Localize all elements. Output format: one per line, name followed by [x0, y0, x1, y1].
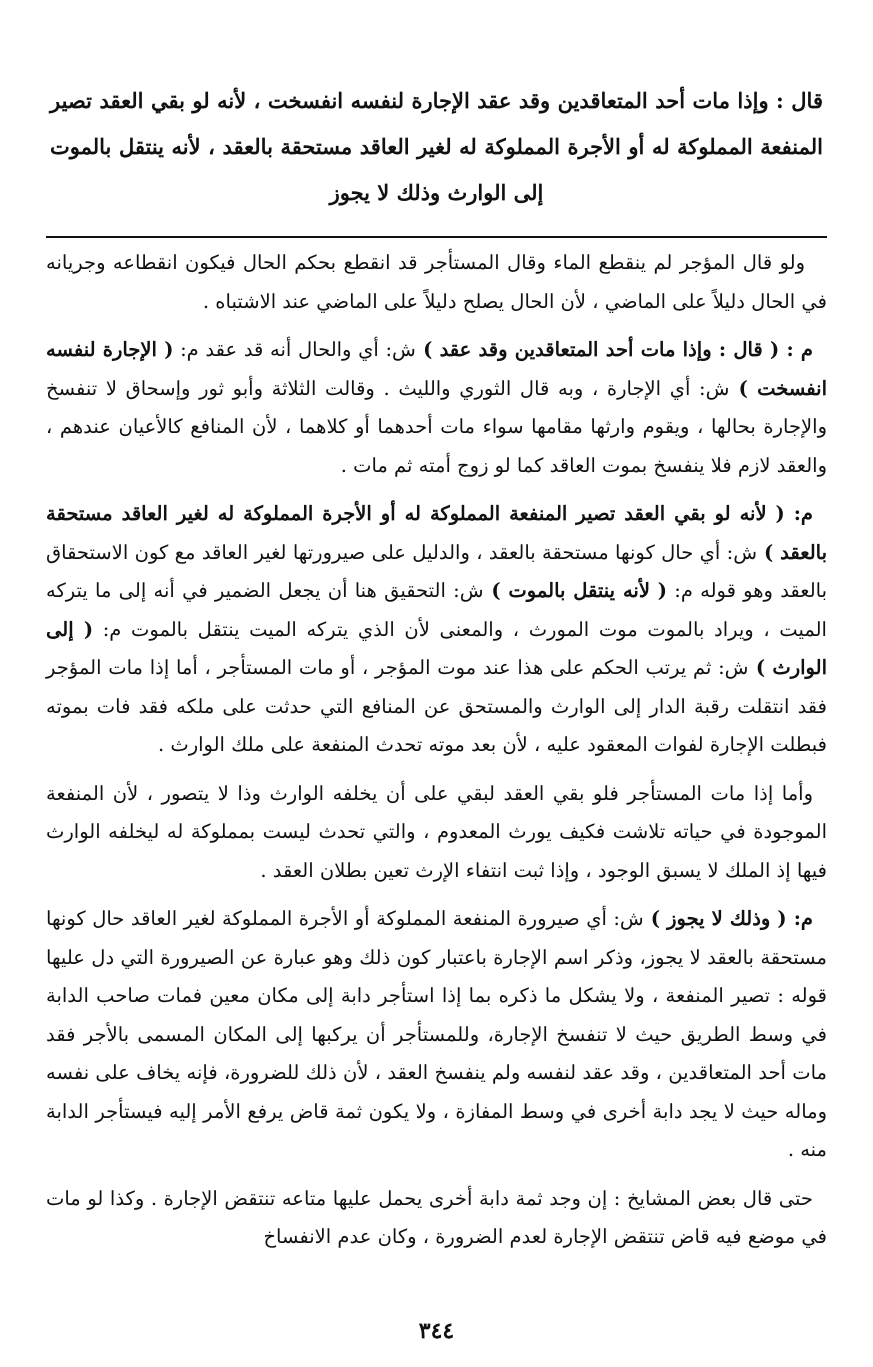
commentary-paragraph: [46, 495, 827, 765]
sharh-text: ش: أي والحال أنه قد عقد م:: [173, 338, 416, 361]
page-number: ٣٤٤: [418, 1318, 455, 1344]
commentary-paragraph: وأما إذا مات المستأجر فلو بقي العقد لبقي على أن يخلفه الوارث وذا لا يتصور ، لأن المنفعة الموجودة في حياته تلاشت فكيف يورث المعدوم ، والتي تحدث ليست بمملوكة له ليخلفه الوارث فيها إذ الملك لا يسبق الوجود ، وإذا ثبت انتفاء الإرث تعين بطلان العقد .: [46, 781, 827, 882]
matn-quote: م: ( وذلك لا يجوز ): [643, 907, 813, 930]
commentary-paragraph: حتى قال بعض المشايخ : إن وجد ثمة دابة أخرى يحمل عليها متاعه تنتقض الإجارة . وكذا لو مات في موضع فيه قاض تنتقض الإجارة لعدم الضرورة ، وكان عدم الانفساخ: [46, 1186, 827, 1248]
commentary-paragraph: [46, 331, 827, 485]
matn-quote: ( لأنه ينتقل بالموت ): [483, 579, 668, 602]
commentary-paragraph: ولو قال المؤجر لم ينقطع الماء وقال المستأجر قد انقطع بحكم الحال فيكون انقطاعه وجريانه في الحال دليلاً على الماضي ، لأن الحال يصلح دليلاً على الماضي عند الاشتباه .: [46, 251, 827, 313]
matn-quote: م: ( لأنه لو بقي العقد تصير المنفعة المملوكة له أو الأجرة المملوكة له لغير العاقد مستحقة بالعقد ): [46, 502, 827, 564]
matn-quote: م : ( قال : وإذا مات أحد المتعاقدين وقد عقد ): [415, 338, 814, 361]
sharh-text: ش: ثم يرتب الحكم على هذا عند موت المؤجر ، أو مات المستأجر ، أما إذا مات المؤجر فقد انتقلت رقبة الدار إلى الوارث والمستحق عن المنافع التي حدثت على ملكه فقد فات بموته فبطلت الإجارة لفوات المعقود عليه ، لأن بعد موته تحدث المنفعة على ملك الوارث .: [46, 656, 827, 756]
sharh-text: ش: أي حال كونها مستحقة بالعقد ، والدليل على صيرورتها لغير العاقد مع كون الاستحقاق بالعقد وهو قوله م:: [46, 540, 828, 602]
divider-rule: [46, 236, 827, 238]
sharh-text: ش: التحقيق هنا أن يجعل الضمير في أنه إلى ما يتركه الميت ، ويراد بالموت موت المورث ، والمعنى لأن الذي يتركه الميت ينتقل بالموت م:: [46, 579, 827, 641]
matn-text: قال : وإذا مات أحد المتعاقدين وقد عقد الإجارة لنفسه انفسخت ، لأنه لو بقي العقد تصير المنفعة المملوكة له أو الأجرة المملوكة له لغير العاقد مستحقة بالعقد ، لأنه ينتقل بالموت إلى الوارث وذلك لا يجوز: [50, 88, 823, 205]
commentary-paragraph: [46, 900, 827, 1170]
sharh-text: ش: أي الإجارة ، وبه قال الثوري والليث . وقالت الثلاثة وأبو ثور وإسحاق لا تنفسخ والإجارة بحالها ، ويقوم وارثها مقامها سواء مات أحدهما أو كلاهما ، لأن المنافع كالأعيان عندهم ، والعقد لازم فلا ينفسخ بموت العاقد كما لو زوج أمته ثم مات .: [46, 376, 827, 477]
commentary: [46, 244, 827, 1257]
matn-quote: ( الإجارة لنفسه انفسخت ): [46, 338, 827, 400]
matn-quote: ( إلى الوارث ): [46, 617, 827, 679]
sharh-text: ش: أي صيرورة المنفعة المملوكة أو الأجرة المملوكة لغير العاقد حال كونها مستحقة بالعقد لا يجوز، وذكر اسم الإجارة باعتبار كون ذلك وهو عبارة عن الصيرورة التي دل عليها قوله : تصير المنفعة ، ولا يشكل ما ذكره بما إذا استأجر دابة إلى مكان معين فمات صاحب الدابة في وسط الطريق حيث لا تنفسخ الإجارة، وللمستأجر أن يركبها إلى المكان المسمى بالأجر فقد مات أحد المتعاقدين ، وقد عقد لنفسه ولم ينفسخ العقد ، لأن ذلك للضرورة، فإنه يخاف على نفسه وماله حيث لا يجد دابة أخرى في وسط المفازة ، ولا يكون ثمة قاض يرفع الأمر إليه فيستأجر الدابة منه .: [46, 907, 827, 1161]
